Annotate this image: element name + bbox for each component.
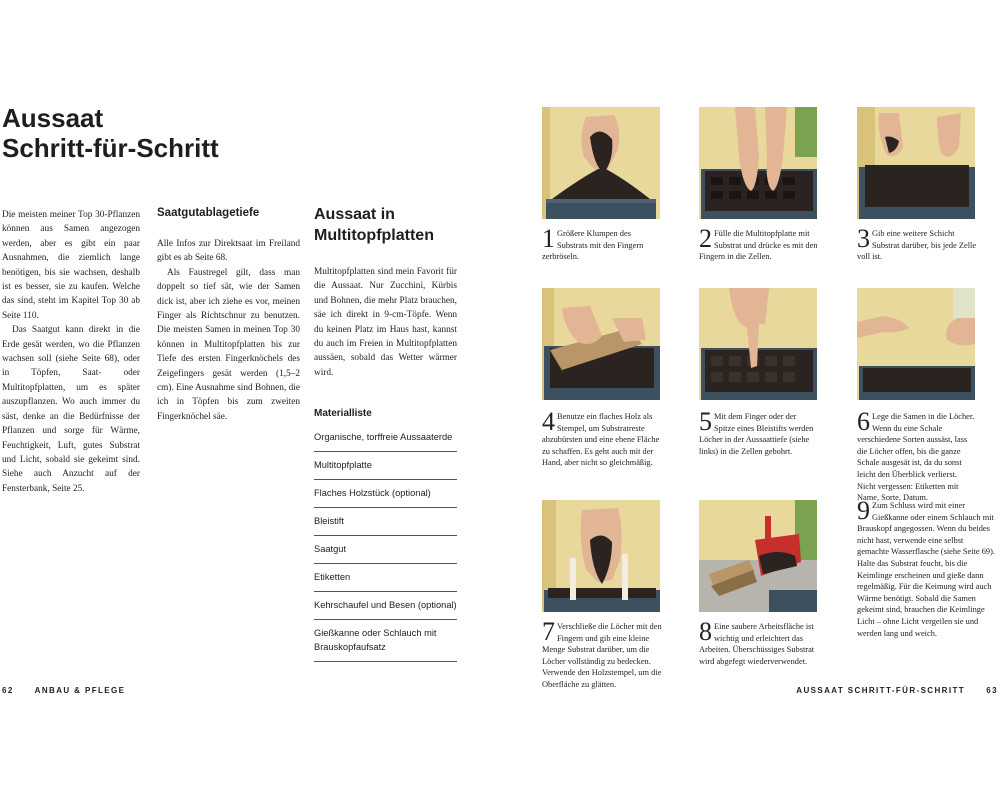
materials-heading: Materialliste <box>314 408 372 419</box>
right-page-number: 63 <box>986 686 998 695</box>
step-4-photo <box>542 288 660 400</box>
title-line-1: Aussaat <box>2 103 104 133</box>
step-3-illustration <box>857 107 975 219</box>
step-6-photo <box>857 288 975 400</box>
materials-item: Gießkanne oder Schlauch mit Brauskopfaufsatz <box>314 620 457 662</box>
materials-item: Etiketten <box>314 564 457 592</box>
materials-item: Kehrschaufel und Besen (optional) <box>314 592 457 620</box>
right-footer <box>796 686 998 695</box>
page-title <box>2 103 302 163</box>
step-5-illustration <box>699 288 817 400</box>
step-text: Benutze ein flaches Holz als Stempel, um Substratreste abzubürsten und eine ebene Fläche zu schaffen. Es geht auch mit der Hand, aber nicht so gleichmäßig. <box>542 412 660 468</box>
right-running-head: AUSSAAT SCHRITT-FÜR-SCHRITT <box>796 686 966 695</box>
step-text: Eine saubere Arbeitsfläche ist wichtig und erleichtert das Arbeiten. Überschüssiges Substrat wird abgefegt wiederverwendet. <box>699 622 815 666</box>
step-text: Mit dem Finger oder der Spitze eines Bleistifts werden Löcher in der Aussaattiefe (siehe links) in die Zellen gebohrt. <box>699 412 814 456</box>
step-5-photo <box>699 288 817 400</box>
step-6-caption <box>857 407 977 504</box>
depth-column <box>157 237 300 424</box>
materials-item: Organische, torffreie Aussaaterde <box>314 424 457 452</box>
step-7-photo <box>542 500 660 612</box>
step-1-illustration <box>542 107 660 219</box>
step-number: 3 <box>857 224 870 253</box>
left-footer <box>2 686 125 695</box>
step-number: 4 <box>542 407 555 436</box>
step-9-caption <box>857 496 995 639</box>
step-text: Größere Klumpen des Substrats mit den Fingern zerbröseln. <box>542 229 644 262</box>
step-text: Gib eine weitere Schicht Substrat darüber, bis jede Zelle voll ist. <box>857 229 977 262</box>
intro-column <box>2 208 140 496</box>
step-8-photo <box>699 500 817 612</box>
step-text: Verschließe die Löcher mit den Fingern und gib eine kleine Menge Substrat darüber, um die Löcher vollständig zu bedecken. Verwende den Holzstempel, um die Oberfläche zu glätten. <box>542 622 662 689</box>
step-number: 5 <box>699 407 712 436</box>
intro-paragraph-2: Das Saatgut kann direkt in die Erde gesät werden, wo die Pflanzen wachsen soll (siehe Seite 68), oder in Töpfen, Saat- oder Multitopfplatten, um es später auszupflanzen. Wo auch immer du säst, denke an die Bedürfnisse der Pflanzen und sorge für Wärme, Feuchtigkeit, Luft, gutes Substrat und Licht, sobald sie gekeimt sind. Siehe auch Anzucht auf der Fensterbank, Seite 25. <box>2 325 140 494</box>
step-5-caption <box>699 407 819 457</box>
step-8-illustration <box>699 500 817 612</box>
depth-heading: Saatgutablagetiefe <box>157 207 260 219</box>
step-number: 8 <box>699 617 712 646</box>
left-running-head: ANBAU & PFLEGE <box>34 686 126 695</box>
step-7-illustration <box>542 500 660 612</box>
step-number: 1 <box>542 224 555 253</box>
multitopf-column <box>314 265 457 380</box>
step-3-caption <box>857 224 977 263</box>
step-4-caption <box>542 407 662 469</box>
step-2-photo <box>699 107 817 219</box>
depth-paragraph-2: Als Faustregel gilt, dass man doppelt so tief sät, wie der Samen dick ist, aber ich ziehe es vor, meinen Finger als Richtschnur zu benutzen. Die meisten Samen in meinen Top 30 können in Multitopfplatten bis zur Tiefe des ersten Fingerknöchels des Zeigefingers gesät werden (1,5–2 cm). Eine Ausnahme sind Bohnen, die ich in Töpfen bis zum zweiten Fingerknöchel säe. <box>157 267 300 422</box>
left-page-number: 62 <box>2 686 14 695</box>
step-1-caption <box>542 224 662 263</box>
step-4-illustration <box>542 288 660 400</box>
step-number: 2 <box>699 224 712 253</box>
step-2-illustration <box>699 107 817 219</box>
materials-item: Bleistift <box>314 508 457 536</box>
materials-item: Flaches Holzstück (optional) <box>314 480 457 508</box>
multitopf-paragraph: Multitopfplatten sind mein Favorit für die Aussaat. Nur Zucchini, Kürbis und Bohnen, die mehr Platz brauchen, säe ich direkt in 9-cm-Töpfe. Wenn du keinen Platz im Haus hast, kannst du auch im Freien in Multitopfplatten aussäen, sobald das Wetter wärmer wird. <box>314 267 457 378</box>
intro-paragraph-1: Die meisten meiner Top 30-Pflanzen können aus Samen angezogen werden, aber es gibt ein paar Ausnahmen, die ziemlich lange benötigen, bis sie wachsen, deshalb ist es besser, sie zu kaufen. Welche das sind, steht im Kapitel Top 30 ab Seite 110. <box>2 210 140 321</box>
depth-paragraph-1: Alle Infos zur Direktsaat im Freiland gibt es ab Seite 68. <box>157 239 300 264</box>
step-7-caption <box>542 617 662 691</box>
step-3-photo <box>857 107 975 219</box>
multitopf-heading <box>314 204 434 246</box>
title-line-2: Schritt-für-Schritt <box>2 133 219 163</box>
step-8-caption <box>699 617 819 667</box>
step-text: Fülle die Multitopfplatte mit Substrat und drücke es mit den Fingern in die Zellen. <box>699 229 818 262</box>
step-number: 7 <box>542 617 555 646</box>
multitopf-heading-line-2: Multitopfplatten <box>314 227 434 244</box>
step-6-illustration <box>857 288 975 400</box>
step-number: 9 <box>857 496 870 525</box>
materials-item: Multitopfplatte <box>314 452 457 480</box>
step-text: Lege die Samen in die Löcher. Wenn du eine Schale verschiedene Sorten aussäst, lass die Löcher offen, bis die ganze Schale ausgesät ist, da du sonst leicht den Überblick verlierst. Nicht vergessen: Etiketten mit Name, Sorte, Datum. <box>857 412 975 503</box>
multitopf-heading-line-1: Aussaat in <box>314 206 395 223</box>
materials-item: Saatgut <box>314 536 457 564</box>
step-text: Zum Schluss wird mit einer Gießkanne oder einem Schlauch mit Brauskopf angegossen. Wenn du beides nicht hast, verwende eine selbst gemachte Wasserflasche (siehe Seite 69). Halte das Substrat feucht, bis die Keimlinge erscheinen und gieße dann regelmäßig. Für die Keimung wird auch Wärme benötigt. Sobald die Samen gekeimt sind, brauchen die Keimlinge Licht – ohne Licht vergeilen sie und werden lang und weich. <box>857 501 995 638</box>
materials-list <box>314 424 457 662</box>
step-1-photo <box>542 107 660 219</box>
step-2-caption <box>699 224 819 263</box>
step-number: 6 <box>857 407 870 436</box>
